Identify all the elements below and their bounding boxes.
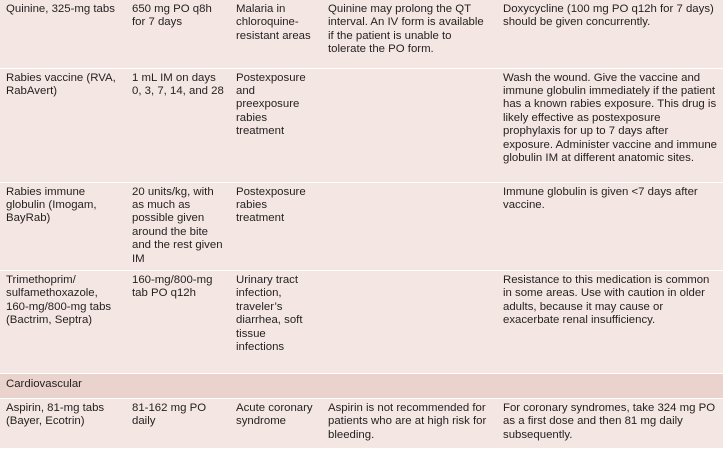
section-header-row [0, 373, 723, 398]
notes-cell: For coronary syndromes, take 324 mg PO as a first dose and then 81 mg daily subsequently. [497, 398, 723, 448]
notes-cell: Doxycycline (100 mg PO q12h for 7 days) should be given concurrently. [497, 0, 723, 68]
dose-cell: 160-mg/800-mg tab PO q12h [126, 270, 230, 373]
caution-cell [322, 182, 497, 270]
notes-cell: Immune globulin is given <7 days after vaccine. [497, 182, 723, 270]
indication-cell: Postexposure rabies treatment [230, 182, 322, 270]
table-row [0, 0, 723, 68]
drug-name-cell: Quinine, 325-mg tabs [0, 0, 126, 68]
caution-cell [322, 68, 497, 182]
notes-cell: Resistance to this medication is common in some areas. Use with caution in older adults, because it may cause or exacerbate renal insufficiency. [497, 270, 723, 373]
table-row [0, 398, 723, 448]
table-row [0, 182, 723, 270]
drug-name-cell: Aspirin, 81-mg tabs (Bayer, Ecotrin) [0, 398, 126, 448]
dose-cell: 650 mg PO q8h for 7 days [126, 0, 230, 68]
indication-cell: Urinary tract infection, traveler’s diarrhea, soft tissue infections [230, 270, 322, 373]
section-title: Cardiovascular [0, 373, 723, 398]
table-row [0, 68, 723, 182]
indication-cell: Acute coronary syndrome [230, 398, 322, 448]
drug-name-cell: Trimethoprim/ sulfamethoxazole, 160-mg/800-mg tabs (Bactrim, Septra) [0, 270, 126, 373]
drug-name-cell: Rabies vaccine (RVA, RabAvert) [0, 68, 126, 182]
caution-cell: Quinine may prolong the QT interval. An IV form is available if the patient is unable to tolerate the PO form. [322, 0, 497, 68]
caution-cell [322, 270, 497, 373]
dose-cell: 81-162 mg PO daily [126, 398, 230, 448]
dose-cell: 1 mL IM on days 0, 3, 7, 14, and 28 [126, 68, 230, 182]
drug-name-cell: Rabies immune globulin (Imogam, BayRab) [0, 182, 126, 270]
table-row [0, 270, 723, 373]
caution-cell: Aspirin is not recommended for patients who are at high risk for bleeding. [322, 398, 497, 448]
indication-cell: Postexposure and preexposure rabies treatment [230, 68, 322, 182]
notes-cell: Wash the wound. Give the vaccine and immune globulin immediately if the patient has a known rabies exposure. This drug is likely effective as postexposure prophylaxis for up to 7 days after exposure. Administer vaccine and immune globulin IM at different anatomic sites. [497, 68, 723, 182]
indication-cell: Malaria in chloroquine-resistant areas [230, 0, 322, 68]
dose-cell: 20 units/kg, with as much as possible given around the bite and the rest given IM [126, 182, 230, 270]
